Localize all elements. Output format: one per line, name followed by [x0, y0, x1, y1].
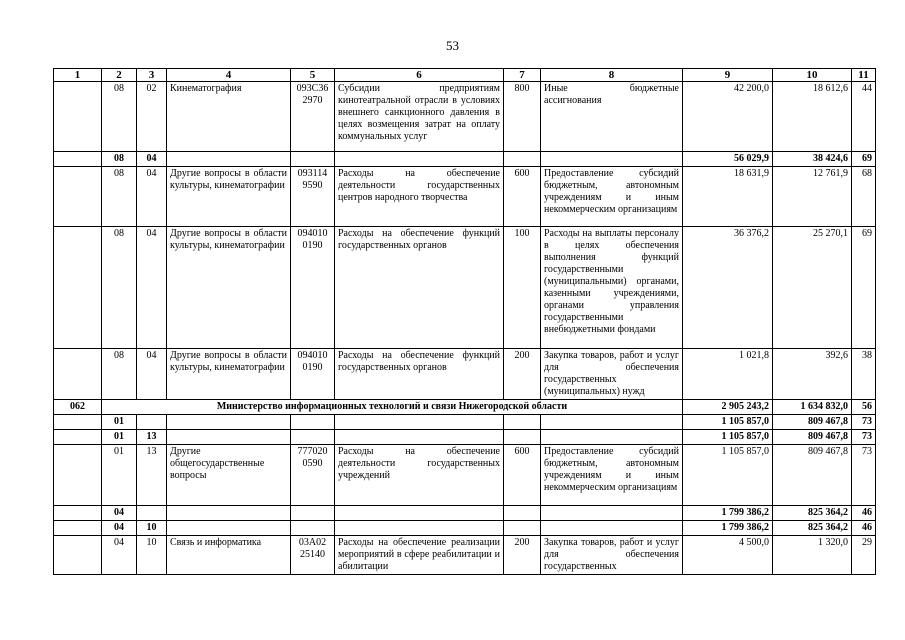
cell-percent: 73 [852, 415, 876, 430]
cell-planned: 1 105 857,0 [683, 430, 773, 445]
cell-empty [541, 415, 683, 430]
cell-empty [541, 506, 683, 521]
cell-empty [167, 430, 291, 445]
cell-expense-type: 600 [504, 167, 541, 227]
cell-subsection-name: Другие вопросы в области культуры, кинематографии [167, 227, 291, 349]
cell-admin-code [54, 521, 102, 536]
cell-subsection: 04 [137, 152, 167, 167]
cell-planned: 56 029,9 [683, 152, 773, 167]
cell-admin-code [54, 415, 102, 430]
cell-subsection: 04 [137, 349, 167, 400]
cell-section: 08 [102, 227, 137, 349]
cell-subsection [137, 415, 167, 430]
cell-executed: 809 467,8 [773, 445, 852, 506]
cell-expense-type: 800 [504, 82, 541, 152]
cell-planned: 18 631,9 [683, 167, 773, 227]
cell-empty [291, 152, 335, 167]
cell-target-code: 777020 0590 [291, 445, 335, 506]
table-row [54, 415, 876, 430]
page-number: 53 [446, 38, 459, 53]
table-row [54, 167, 876, 227]
cell-section: 04 [102, 536, 137, 575]
cell-subsection: 04 [137, 167, 167, 227]
cell-subsection: 13 [137, 445, 167, 506]
cell-planned: 1 105 857,0 [683, 445, 773, 506]
header-col-1: 1 [54, 69, 102, 82]
cell-section: 01 [102, 415, 137, 430]
cell-planned: 4 500,0 [683, 536, 773, 575]
table-row [54, 349, 876, 400]
cell-executed: 809 467,8 [773, 415, 852, 430]
cell-empty [291, 506, 335, 521]
cell-empty [541, 430, 683, 445]
cell-executed: 25 270,1 [773, 227, 852, 349]
table-row [54, 430, 876, 445]
cell-target-name: Расходы на обеспечение деятельности государственных центров народного творчества [335, 167, 504, 227]
header-col-6: 6 [335, 69, 504, 82]
cell-expense-type: 600 [504, 445, 541, 506]
cell-admin-code [54, 430, 102, 445]
cell-percent: 29 [852, 536, 876, 575]
cell-percent: 44 [852, 82, 876, 152]
table-row [54, 152, 876, 167]
cell-empty [504, 415, 541, 430]
cell-target-name: Расходы на обеспечение функций государственных органов [335, 349, 504, 400]
table-row [54, 82, 876, 152]
cell-executed: 1 634 832,0 [773, 400, 852, 415]
cell-subsection: 04 [137, 227, 167, 349]
header-row [54, 69, 876, 82]
header-col-9: 9 [683, 69, 773, 82]
cell-executed: 825 364,2 [773, 506, 852, 521]
cell-admin-code [54, 167, 102, 227]
cell-expense-name: Предоставление субсидий бюджетным, автономным учреждениям и иным некоммерческим организациям [541, 167, 683, 227]
table-row [54, 521, 876, 536]
cell-target-code: 03А02 25140 [291, 536, 335, 575]
cell-admin-code [54, 227, 102, 349]
header-col-4: 4 [167, 69, 291, 82]
cell-empty [504, 430, 541, 445]
cell-executed: 1 320,0 [773, 536, 852, 575]
cell-target-code: 094010 0190 [291, 227, 335, 349]
cell-empty [504, 521, 541, 536]
cell-expense-type: 200 [504, 536, 541, 575]
cell-empty [167, 152, 291, 167]
cell-empty [291, 415, 335, 430]
cell-empty [291, 521, 335, 536]
cell-percent: 56 [852, 400, 876, 415]
cell-empty [335, 415, 504, 430]
header-col-10: 10 [773, 69, 852, 82]
cell-percent: 46 [852, 506, 876, 521]
cell-percent: 73 [852, 445, 876, 506]
cell-admin-code [54, 152, 102, 167]
cell-expense-type: 100 [504, 227, 541, 349]
cell-subsection-name: Другие общегосударственные вопросы [167, 445, 291, 506]
cell-percent: 38 [852, 349, 876, 400]
cell-empty [335, 152, 504, 167]
cell-empty [335, 430, 504, 445]
cell-section: 04 [102, 521, 137, 536]
cell-section: 08 [102, 82, 137, 152]
header-col-8: 8 [541, 69, 683, 82]
cell-target-code: 093114 9590 [291, 167, 335, 227]
cell-target-name: Расходы на обеспечение функций государственных органов [335, 227, 504, 349]
cell-empty [167, 521, 291, 536]
cell-percent: 68 [852, 167, 876, 227]
cell-subsection-name: Кинематография [167, 82, 291, 152]
cell-planned: 1 799 386,2 [683, 521, 773, 536]
header-col-11: 11 [852, 69, 876, 82]
cell-empty [504, 152, 541, 167]
cell-executed: 18 612,6 [773, 82, 852, 152]
cell-percent: 69 [852, 152, 876, 167]
cell-percent: 73 [852, 430, 876, 445]
cell-empty [167, 415, 291, 430]
cell-subsection: 13 [137, 430, 167, 445]
table-row [54, 227, 876, 349]
cell-planned: 1 021,8 [683, 349, 773, 400]
cell-section: 04 [102, 506, 137, 521]
cell-admin-code: 062 [54, 400, 102, 415]
cell-planned: 42 200,0 [683, 82, 773, 152]
cell-section: 08 [102, 152, 137, 167]
cell-executed: 825 364,2 [773, 521, 852, 536]
table-row [54, 400, 876, 415]
cell-subsection: 10 [137, 536, 167, 575]
cell-executed: 392,6 [773, 349, 852, 400]
cell-expense-name: Расходы на выплаты персоналу в целях обеспечения выполнения функций государственными (муниципальными) органами, казенными учреждениями, органами управления государственными внебюджетными фондами [541, 227, 683, 349]
cell-target-name: Субсидии предприятиям кинотеатральной отрасли в условиях внешнего санкционного давления в целях возмещения затрат на оплату коммунальных услуг [335, 82, 504, 152]
budget-table [53, 68, 876, 575]
cell-target-code: 094010 0190 [291, 349, 335, 400]
cell-empty [541, 521, 683, 536]
table-row [54, 506, 876, 521]
cell-planned: 1 105 857,0 [683, 415, 773, 430]
cell-admin-code [54, 82, 102, 152]
cell-executed: 809 467,8 [773, 430, 852, 445]
table-row [54, 536, 876, 575]
cell-section: 08 [102, 349, 137, 400]
header-col-5: 5 [291, 69, 335, 82]
cell-expense-name: Иные бюджетные ассигнования [541, 82, 683, 152]
cell-subsection-name: Связь и информатика [167, 536, 291, 575]
cell-planned: 36 376,2 [683, 227, 773, 349]
cell-admin-code [54, 506, 102, 521]
cell-expense-name: Предоставление субсидий бюджетным, автономным учреждениям и иным некоммерческим организациям [541, 445, 683, 506]
header-col-3: 3 [137, 69, 167, 82]
cell-percent: 69 [852, 227, 876, 349]
cell-planned: 1 799 386,2 [683, 506, 773, 521]
cell-subsection: 02 [137, 82, 167, 152]
cell-section: 01 [102, 445, 137, 506]
cell-target-name: Расходы на обеспечение реализации мероприятий в сфере реабилитации и абилитации [335, 536, 504, 575]
cell-empty [291, 430, 335, 445]
ministry-title: Министерство информационных технологий и связи Нижегородской области [102, 400, 683, 415]
cell-subsection: 10 [137, 521, 167, 536]
cell-executed: 38 424,6 [773, 152, 852, 167]
cell-planned: 2 905 243,2 [683, 400, 773, 415]
cell-target-code: 093С36 2970 [291, 82, 335, 152]
cell-subsection-name: Другие вопросы в области культуры, кинематографии [167, 167, 291, 227]
cell-empty [335, 506, 504, 521]
cell-percent: 46 [852, 521, 876, 536]
cell-expense-name: Закупка товаров, работ и услуг для обеспечения государственных [541, 536, 683, 575]
cell-target-name: Расходы на обеспечение деятельности государственных учреждений [335, 445, 504, 506]
cell-admin-code [54, 445, 102, 506]
cell-empty [335, 521, 504, 536]
cell-executed: 12 761,9 [773, 167, 852, 227]
cell-section: 08 [102, 167, 137, 227]
header-col-7: 7 [504, 69, 541, 82]
cell-admin-code [54, 536, 102, 575]
cell-empty [504, 506, 541, 521]
cell-subsection-name: Другие вопросы в области культуры, кинематографии [167, 349, 291, 400]
cell-admin-code [54, 349, 102, 400]
cell-empty [167, 506, 291, 521]
table-row [54, 445, 876, 506]
cell-expense-name: Закупка товаров, работ и услуг для обеспечения государственных (муниципальных) нужд [541, 349, 683, 400]
cell-empty [541, 152, 683, 167]
cell-expense-type: 200 [504, 349, 541, 400]
cell-subsection [137, 506, 167, 521]
cell-section: 01 [102, 430, 137, 445]
header-col-2: 2 [102, 69, 137, 82]
